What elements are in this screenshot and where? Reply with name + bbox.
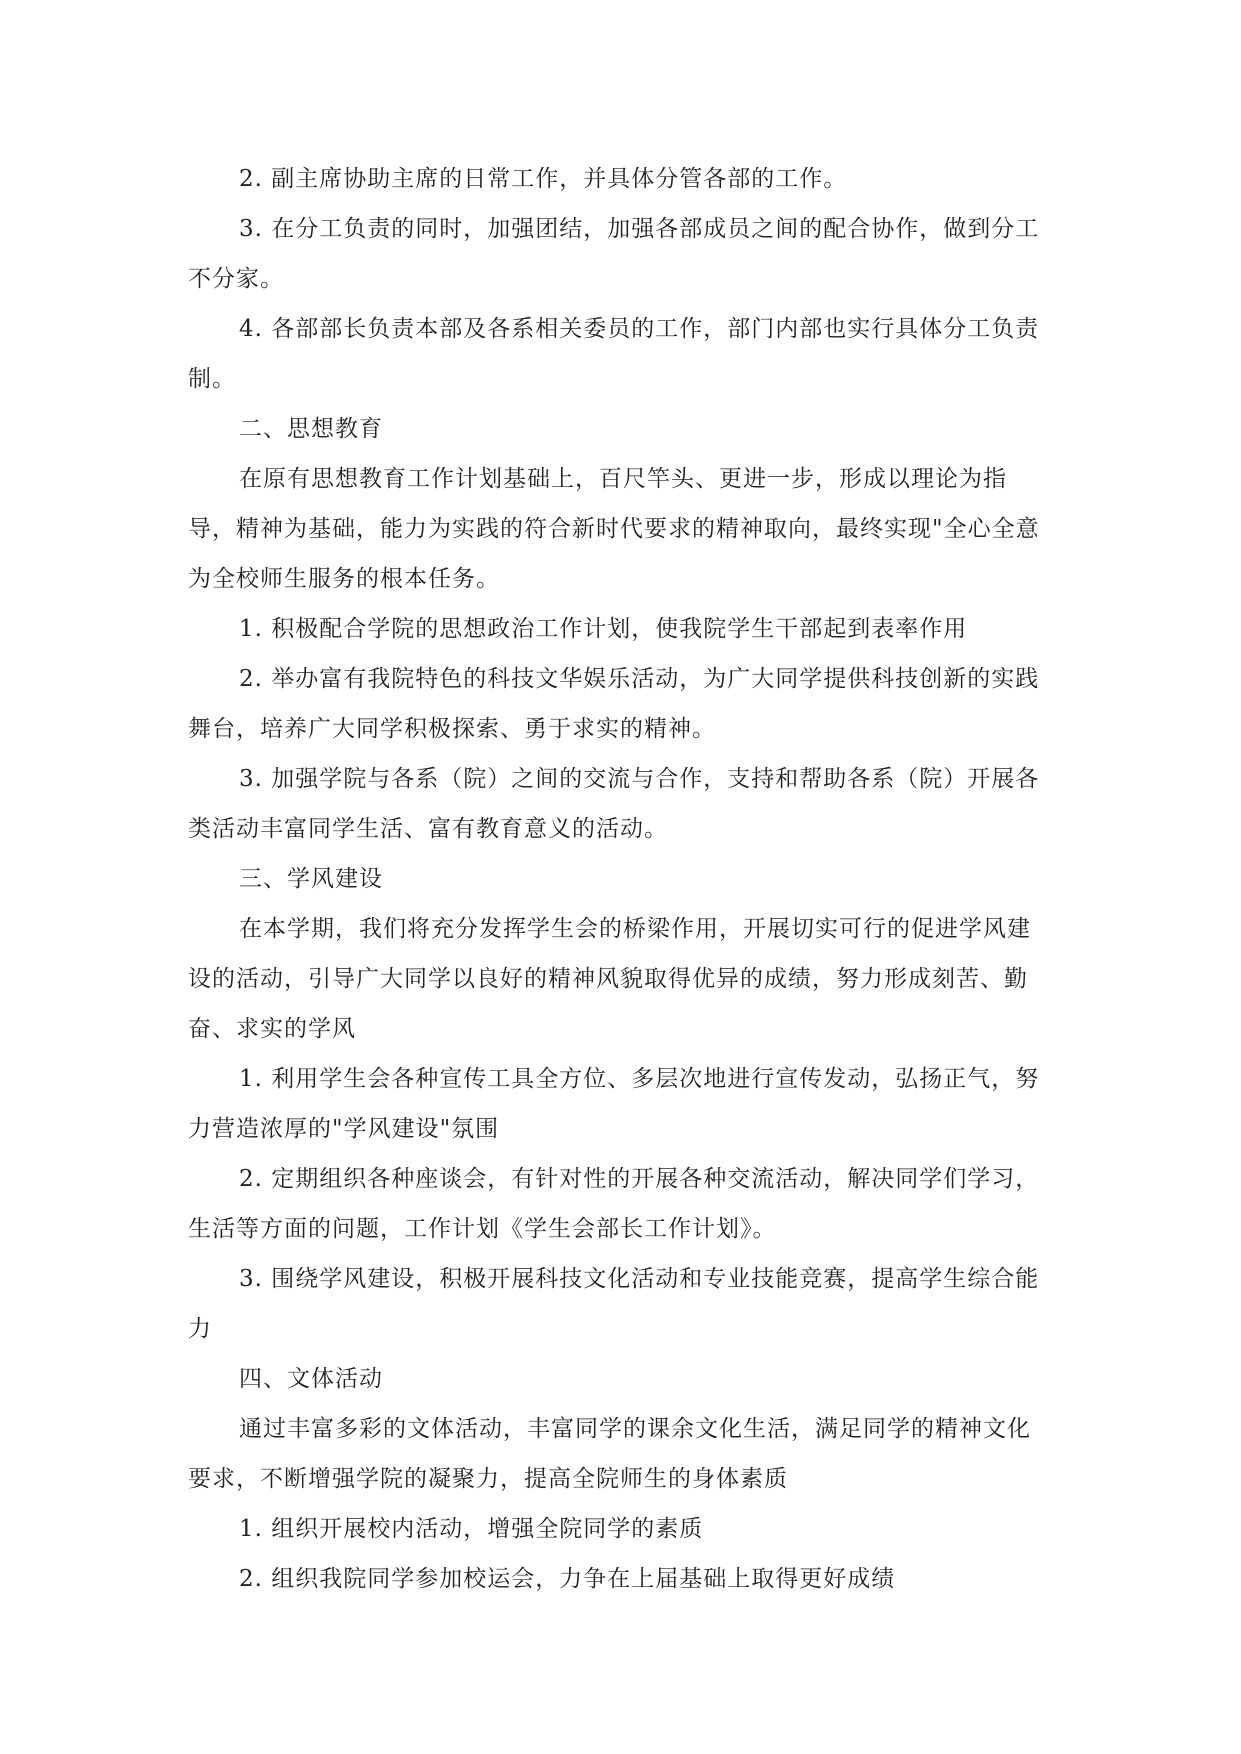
paragraph: 1. 组织开展校内活动，增强全院同学的素质 [239, 1516, 704, 1542]
document-body [188, 154, 1054, 1604]
paragraph: 2. 组织我院同学参加校运会，力争在上届基础上取得更好成绩 [239, 1566, 896, 1592]
section-heading: 四、文体活动 [239, 1366, 383, 1392]
section-heading: 三、学风建设 [239, 866, 383, 892]
section-heading: 二、思想教育 [239, 416, 383, 442]
paragraph: 2. 定期组织各种座谈会，有针对性的开展各种交流活动，解决同学们学习，生活等方面的问题，工作计划《学生会部长工作计划》。 [188, 1166, 1040, 1242]
paragraph: 2. 副主席协助主席的日常工作，并具体分管各部的工作。 [239, 166, 848, 192]
paragraph: 1. 积极配合学院的思想政治工作计划，使我院学生干部起到表率作用 [239, 616, 968, 642]
paragraph: 3. 加强学院与各系（院）之间的交流与合作，支持和帮助各系（院）开展各类活动丰富同学生活、富有教育意义的活动。 [188, 766, 1040, 842]
paragraph: 3. 在分工负责的同时，加强团结，加强各部成员之间的配合协作，做到分工不分家。 [188, 216, 1040, 292]
paragraph: 在本学期，我们将充分发挥学生会的桥梁作用，开展切实可行的促进学风建设的活动，引导广大同学以良好的精神风貌取得优异的成绩，努力形成刻苦、勤奋、求实的学风 [188, 916, 1031, 1042]
paragraph: 4. 各部部长负责本部及各系相关委员的工作，部门内部也实行具体分工负责制。 [188, 316, 1040, 392]
paragraph: 通过丰富多彩的文体活动，丰富同学的课余文化生活，满足同学的精神文化要求，不断增强学院的凝聚力，提高全院师生的身体素质 [188, 1416, 1031, 1492]
paragraph: 在原有思想教育工作计划基础上，百尺竿头、更进一步，形成以理论为指导，精神为基础，能力为实践的符合新时代要求的精神取向，最终实现"全心全意为全校师生服务的根本任务。 [188, 466, 1040, 592]
paragraph: 3. 围绕学风建设，积极开展科技文化活动和专业技能竞赛，提高学生综合能力 [188, 1266, 1040, 1342]
paragraph: 2. 举办富有我院特色的科技文华娱乐活动，为广大同学提供科技创新的实践舞台，培养广大同学积极探索、勇于求实的精神。 [188, 666, 1040, 742]
paragraph: 1. 利用学生会各种宣传工具全方位、多层次地进行宣传发动，弘扬正气，努力营造浓厚的"学风建设"氛围 [188, 1066, 1040, 1142]
